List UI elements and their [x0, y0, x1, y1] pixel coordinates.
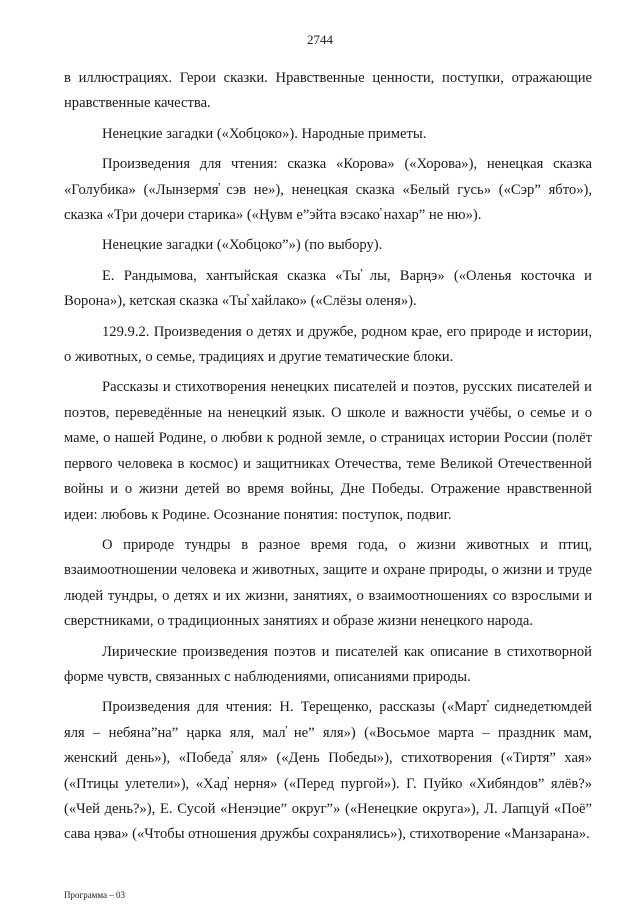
paragraph-riddles: Ненецкие загадки («Хобцоко»). Народные приметы.: [102, 125, 427, 142]
paragraph-continuation: в иллюстрациях. Герои сказки. Нравственные ценности, поступки, отражающие нравственные качества.: [64, 70, 592, 112]
paragraph-riddles-choice: Ненецкие загадки («Хобцоко”») (по выбору).: [102, 237, 383, 254]
paragraph-stories-poems: Рассказы и стихотворения ненецких писателей и поэтов, русских писателей и поэтов, переведённые на ненецкий язык. О школе и важности учёбы, о семье и о маме, о нашей Родине, о любви к родной земле, о страницах истории России (полёт первого человека в космос) и защитниках Отечества, теме Великой Отечественной войны и о жизни детей во время войны, Дне Победы. Отражение нравственной идеи: любовь к Родине. Осознание понятия: поступок, подвиг.: [64, 379, 592, 523]
paragraph-khanty-ket-tales: Е. Рандымова, хантыйская сказка «Ты̕ лы, Варңэ» («Оленья косточка и Ворона»), кетская сказка «Ты̕ хайлако» («Слёзы оленя»).: [64, 267, 592, 310]
paragraph-tundra-nature: О природе тундры в разное время года, о жизни животных и птиц, взаимоотношении человека и животных, защите и охране природы, о жизни и труде людей тундры, о детях и их жизни, занятиях, о взаимоотношениях со взрослыми и сверстниками, о традиционных занятиях и образе жизни ненецкого народа.: [64, 536, 592, 630]
paragraph-reading-works-1: Произведения для чтения: сказка «Корова» («Хорова»), ненецкая сказка «Голубика» («Лынзермя̕ сэв не»), ненецкая сказка «Белый гусь» («Сэр” ябто»), сказка «Три дочери старика» («Ңувм е”эйта вэсако̕ нахар” не ню»).: [64, 156, 592, 224]
page-number: 2744: [307, 32, 333, 47]
paragraph-reading-works-2: Произведения для чтения: Н. Терещенко, рассказы («Март̕ сиднедетюмдей яля – небяна”на” ңарка яля, мал̕ не” яля») («Восьмое марта – праздник мам, женский день»), «Победа̕ яля» («День Победы»), стихотворения («Тиртя” хая» («Птицы улетели»), «Хад̕ нерня» («Перед пургой»). Г. Пуйко «Хибяндов” ялёв?» («Чей день?»), Е. Сусой «Ненэцие” округ”» («Ненецкие округа»), Л. Лапцуй «Поё” сава ңэва» («Чтобы отношения дружбы сохранялись»), стихотворение «Манзарана».: [64, 699, 592, 843]
page-footer: Программа – 03: [64, 890, 126, 900]
document-body: [64, 66, 592, 853]
paragraph-lyric-works: Лирические произведения поэтов и писателей как описание в стихотворной форме чувств, связанных с наблюдениями, описаниями природы.: [64, 643, 592, 685]
paragraph-section-129-9-2: 129.9.2. Произведения о детях и дружбе, родном крае, его природе и истории, о животных, о семье, традициях и другие тематические блоки.: [64, 323, 592, 366]
